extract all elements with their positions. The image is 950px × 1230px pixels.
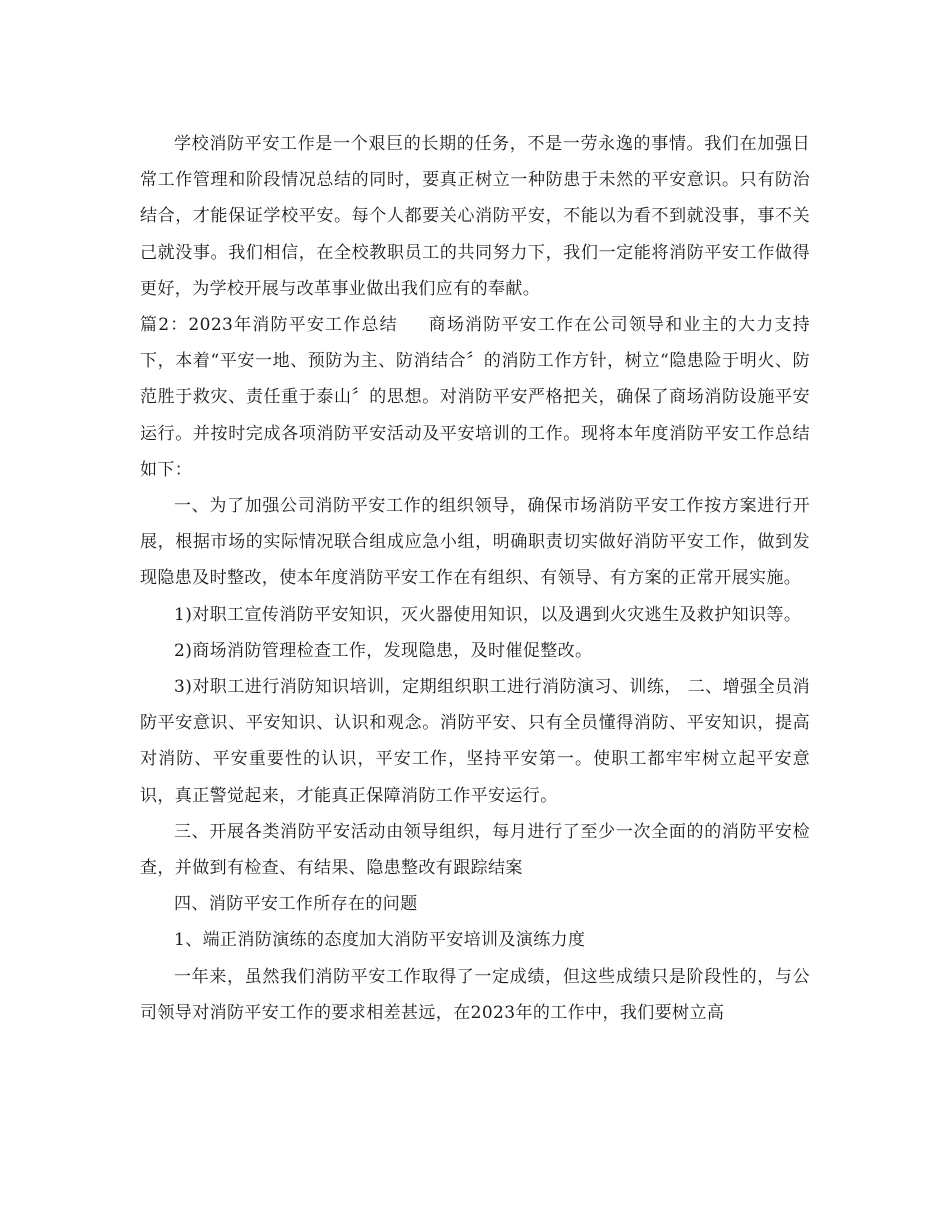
document-body — [140, 126, 810, 1031]
paragraph-article-2-intro — [140, 307, 810, 488]
paragraph-conclusion — [140, 126, 810, 307]
paragraph-text: 学校消防平安工作是一个艰巨的长期的任务，不是一劳永逸的事情。我们在加强日常工作管理和阶段情况总结的同时，要真正树立一种防患于未然的平安意识。只有防治结合，才能保证学校平安。每个人都要关心消防平安，不能以为看不到就没事，事不关己就没事。我们相信，在全校教职员工的共同努力下，我们一定能将消防平安工作做得更好，为学校开展与改革事业做出我们应有的奉献。 — [140, 134, 810, 299]
paragraph-subsection-1 — [140, 922, 810, 958]
paragraph-text: 3)对职工进行消防知识培训，定期组织职工进行消防演习、训练， 二、增强全员消防平安意识、平安知识、认识和观念。消防平安、只有全员懂得消防、平安知识，提高对消防、平安重要性的认识，平安工作，坚持平安第一。使职工都牢牢树立起平安意识，真正警觉起来，才能真正保障消防工作平安运行。 — [140, 677, 810, 806]
paragraph-section-3 — [140, 814, 810, 886]
article-heading: 篇2：2023年消防平安工作总结 — [140, 315, 398, 336]
paragraph-text: 四、消防平安工作所存在的问题 — [174, 894, 418, 915]
paragraph-text: 2)商场消防管理检查工作，发现隐患，及时催促整改。 — [174, 640, 593, 661]
paragraph-closing — [140, 959, 810, 1031]
paragraph-text: 1)对职工宣传消防平安知识，灭火器使用知识，以及遇到火灾逃生及救护知识等。 — [174, 604, 802, 625]
paragraph-item-2 — [140, 633, 810, 669]
paragraph-text: 1、端正消防演练的态度加大消防平安培训及演练力度 — [174, 930, 586, 951]
paragraph-section-1 — [140, 488, 810, 597]
paragraph-text: 一、为了加强公司消防平安工作的组织领导，确保市场消防平安工作按方案进行开展，根据市场的实际情况联合组成应急小组，明确职责切实做好消防平安工作，做到发现隐患及时整改，使本年度消防平安工作在有组织、有领导、有方案的正常开展实施。 — [140, 496, 810, 589]
paragraph-item-1 — [140, 597, 810, 633]
paragraph-section-4 — [140, 886, 810, 922]
paragraph-item-3 — [140, 669, 810, 814]
paragraph-text: 三、开展各类消防平安活动由领导组织，每月进行了至少一次全面的的消防平安检查，并做到有检查、有结果、隐患整改有跟踪结案 — [140, 821, 810, 879]
paragraph-text: 商场消防平安工作在公司领导和业主的大力支持下，本着“平安一地、预防为主、防消结合〞的消防工作方针，树立“隐患险于明火、防范胜于救灾、责任重于泰山〞的思想。对消防平安严格把关，确保了商场消防设施平安运行。并按时完成各项消防平安活动及平安培训的工作。现将本年度消防平安工作总结如下： — [140, 315, 811, 480]
paragraph-text: 一年来，虽然我们消防平安工作取得了一定成绩，但这些成绩只是阶段性的，与公司领导对消防平安工作的要求相差甚远，在2023年的工作中，我们要树立高 — [140, 966, 810, 1023]
